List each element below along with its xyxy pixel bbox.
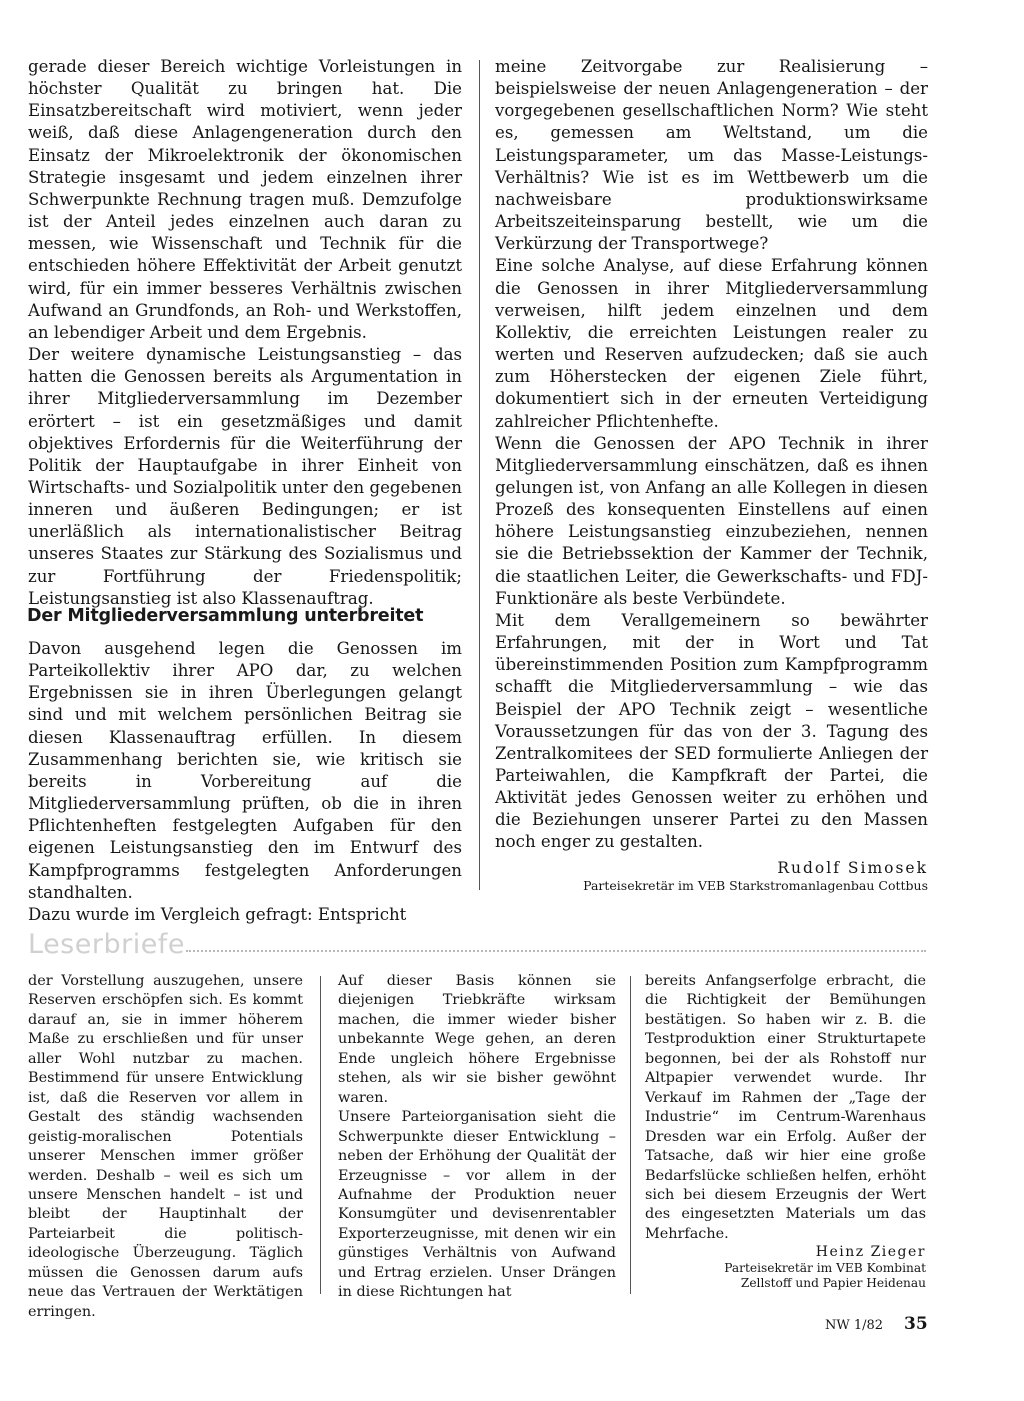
article-column-left-lower <box>28 638 462 926</box>
issue-number: NW 1/82 <box>825 1318 884 1333</box>
column-divider <box>320 976 321 1294</box>
article-paragraph: Mit dem Verallgemeinern so bewährter Erfahrungen, mit der in Wort und Tat übereinstimmenden Position zum Kampfprogramm schafft die Mitgliederversammlung – wie das Beispiel der APO Technik zeigt – wesentliche Voraussetzungen für das von der 3. Tagung des Zentralkomitees der SED formulierte Anliegen der Parteiwahlen, die Kampfkraft der Partei, die Aktivität jedes Genossen weiter zu erhöhen und die Beziehungen unserer Partei zu den Massen noch enger zu gestalten. <box>495 610 928 852</box>
section-label: Leserbriefe <box>28 929 185 960</box>
letters-column-2 <box>338 972 616 1303</box>
column-divider <box>630 976 631 1294</box>
article-column-right <box>495 56 928 854</box>
article-subheading: Der Mitgliederversammlung unterbreitet <box>27 606 424 626</box>
author-name: Rudolf Simosek <box>777 859 928 877</box>
letter-paragraph: der Vorstellung auszugehen, unsere Reserven erschöpfen sich. Es kommt darauf an, sie in immer höherem Maße zu erschließen und für unser aller Wohl nutzbar zu machen. Bestimmend für unsere Entwicklung ist, daß die Reserven vor allem in Gestalt des ständig wachsenden geistig-moralischen Potentials unserer Menschen immer größer werden. Deshalb – weil es sich um unsere Menschen handelt – ist und bleibt der Hauptinhalt der Parteiarbeit die politisch-ideologische Überzeugung. Täglich müssen die Genossen darum aufs neue das Vertrauen der Werktätigen erringen. <box>28 973 303 1320</box>
article-paragraph: Dazu wurde im Vergleich gefragt: Entspricht <box>28 904 407 924</box>
page-number: 35 <box>904 1314 928 1334</box>
article-paragraph: Davon ausgehend legen die Genossen im Parteikollektiv ihrer APO dar, zu welchen Ergebnissen sie in ihren Überlegungen gelangt sind und mit welchem persönlichen Beitrag sie diesen Klassenauftrag erfüllen. In diesem Zusammenhang berichten sie, wie kritisch sie bereits in Vorbereitung auf die Mitgliederversammlung prüften, ob die in ihren Pflichtenheften festgelegten Aufgaben für den eigenen Leistungsanstieg den im Entwurf des Kampfprogramms festgelegten Anforderungen standhalten. <box>28 639 462 902</box>
article-column-left <box>28 56 462 610</box>
letter-paragraph: Auf dieser Basis können sie diejenigen Triebkräfte wirksam machen, die immer wieder bisher unbekannte Wege gehen, an deren Ende ungleich höhere Ergebnisse stehen, als wir sie bisher gewöhnt waren. <box>338 973 616 1106</box>
column-divider <box>479 60 480 890</box>
author-role: Parteisekretär im VEB Starkstromanlagenbau Cottbus <box>583 878 928 893</box>
author-name: Heinz Zieger <box>815 1244 926 1260</box>
article-paragraph: Wenn die Genossen der APO Technik in ihrer Mitgliederversammlung einschätzen, daß es ihnen gelungen ist, von Anfang an alle Kollegen in diesen Prozeß des konsequenten Einstellens auf einen höhere Leistungsanstieg einzubeziehen, nennen sie die Betriebssektion der Kammer der Technik, die staatlichen Leiter, die Gewerkschafts- und FDJ-Funktionäre als beste Verbündete. <box>495 433 928 608</box>
article-paragraph: meine Zeitvorgabe zur Realisierung – beispielsweise der neuen Anlagengeneration – der vorgegebenen gesellschaftlichen Norm? Wie steht es, gemessen am Weltstand, um die Leistungsparameter, um das Masse-Leistungs-Verhältnis? Wie ist es im Wettbewerb um die nachweisbare produktionswirksame Arbeitszeiteinsparung bestellt, wie um die Verkürzung der Transportwege? <box>495 57 928 254</box>
letter-paragraph: bereits Anfangserfolge erbracht, die die Richtigkeit der Bemühungen bestätigen. So haben wir z. B. die Testproduktion einer Strukturtapete begonnen, bei der als Rohstoff nur Altpapier verwendet wurde. Ihr Verkauf im Rahmen der „Tage der Industrie“ im Centrum-Warenhaus Dresden war ein Erfolg. Außer der Tatsache, daß wir hier eine große Bedarfslücke schließen helfen, erhöht sich bei diesem Erzeugnis der Wert des eingesetzten Materials um das Mehrfache. <box>645 973 926 1242</box>
author-role: Parteisekretär im VEB Kombinat <box>724 1261 926 1275</box>
author-role: Zellstoff und Papier Heidenau <box>740 1276 926 1290</box>
article-signature <box>500 858 928 894</box>
letters-column-3 <box>645 972 926 1244</box>
letter-paragraph: Unsere Parteiorganisation sieht die Schwerpunkte dieser Entwicklung – neben der Erhöhung der Qualität der Erzeugnisse – vor allem in der Aufnahme der Produktion neuer Konsumgüter und devisenrentabler Exporterzeugnisse, mit denen wir ein günstiges Verhältnis von Aufwand und Ertrag erzielen. Unser Drängen in diese Richtungen hat <box>338 1109 616 1301</box>
article-paragraph: Eine solche Analyse, auf diese Erfahrung können die Genossen in ihrer Mitgliederversammlung verweisen, hilft jedem einzelnen und dem Kollektiv, die erreichten Leistungen realer zu werten und Reserven aufzudecken; daß sie auch zum Höherstecken der eigenen Ziele führt, dokumentiert sich in der erneuten Verteidigung zahlreicher Pflichtenhefte. <box>495 256 928 431</box>
article-paragraph: Der weitere dynamische Leistungsanstieg – das hatten die Genossen bereits als Argumentation in ihrer Mitgliederversammlung im Dezember erörtert – ist ein gesetzmäßiges und damit objektives Erfordernis für die Weiterführung der Politik der Hauptaufgabe in ihrer Einheit von Wirtschafts- und Sozialpolitik unter den gegebenen inneren und äußeren Bedingungen; er ist unerläßlich als internationalistischer Beitrag unseres Staates zur Stärkung des Sozialismus und zur Fortführung der Friedenspolitik; Leistungsanstieg ist also Klassenauftrag. <box>28 345 462 608</box>
section-dotted-rule <box>186 950 926 952</box>
article-paragraph: gerade dieser Bereich wichtige Vorleistungen in höchster Qualität zu bringen hat. Die Einsatzbereitschaft wird motiviert, wenn jeder weiß, daß diese Anlagengeneration durch den Einsatz der Mikroelektronik der ökonomischen Strategie insgesamt und jedem einzelnen ihrer Schwerpunkte Rechnung tragen muß. Demzufolge ist der Anteil jedes einzelnen auch daran zu messen, wie Wissenschaft und Technik für die entschieden höhere Effektivität der Arbeit genutzt wird, für ein immer besseres Verhältnis zwischen Aufwand an Grundfonds, an Roh- und Werkstoffen, an lebendiger Arbeit und dem Ergebnis. <box>28 57 462 342</box>
letter-signature <box>645 1244 926 1291</box>
letters-column-1 <box>28 972 303 1322</box>
